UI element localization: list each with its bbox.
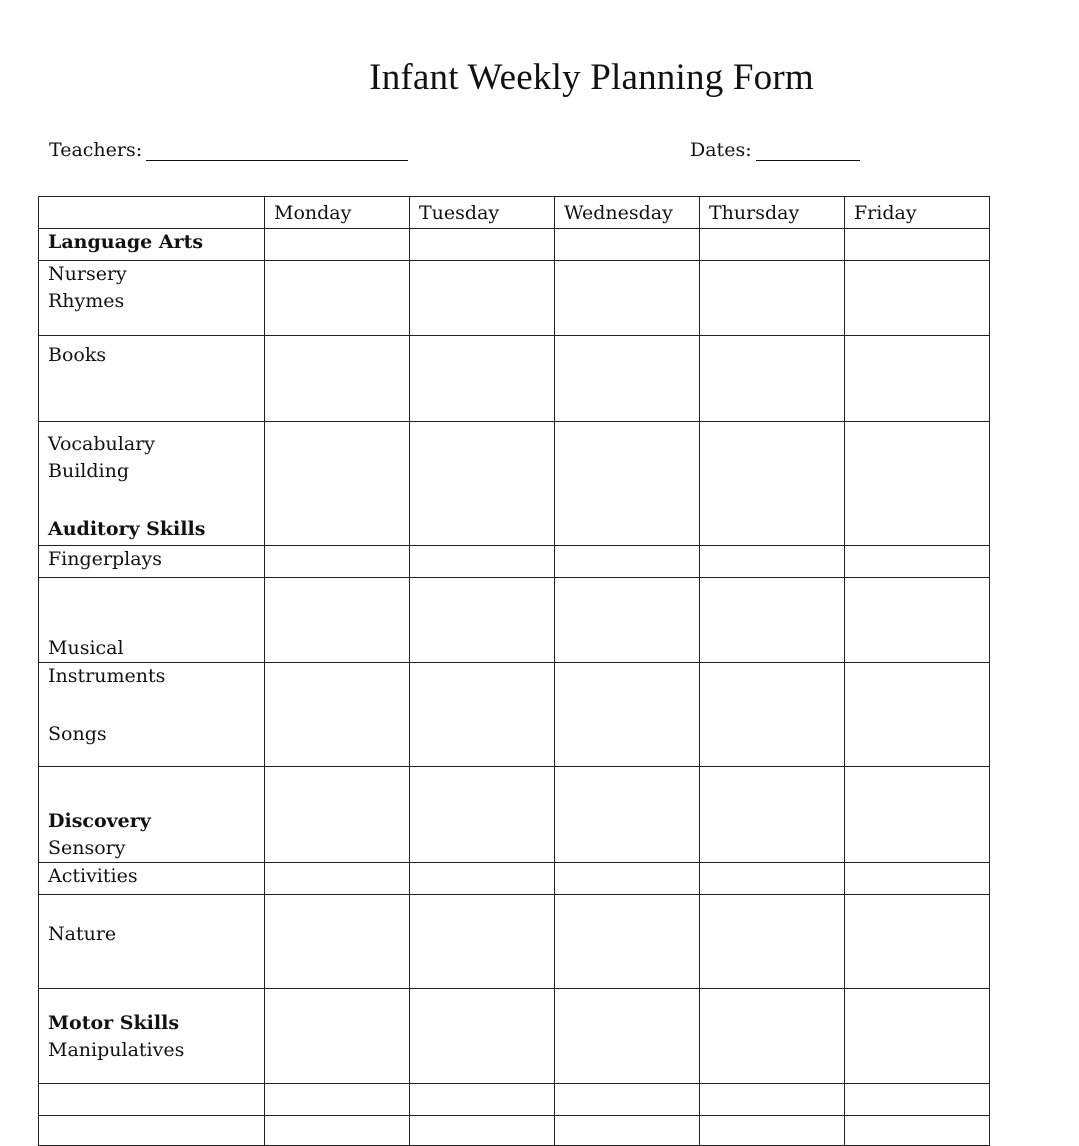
plan-cell[interactable] — [265, 1084, 410, 1116]
plan-cell[interactable] — [265, 767, 410, 863]
row-label-line: Activities — [48, 865, 138, 887]
plan-cell[interactable] — [845, 229, 990, 261]
plan-cell[interactable] — [845, 767, 990, 863]
plan-cell[interactable] — [555, 895, 700, 989]
plan-cell[interactable] — [410, 578, 555, 663]
plan-cell[interactable] — [555, 989, 700, 1084]
plan-cell[interactable] — [845, 336, 990, 422]
plan-cell[interactable] — [410, 1084, 555, 1116]
day-header-friday: Friday — [845, 197, 990, 229]
table-row — [39, 261, 990, 336]
plan-cell[interactable] — [555, 663, 700, 767]
row-label-activities — [39, 863, 265, 895]
plan-cell[interactable] — [700, 261, 845, 336]
plan-cell[interactable] — [555, 1116, 700, 1146]
row-label-line: Songs — [48, 723, 107, 745]
plan-cell[interactable] — [700, 546, 845, 578]
row-label-line: Nursery — [48, 263, 127, 285]
table-header-row — [39, 197, 990, 229]
section-heading-discovery: Discovery — [48, 810, 151, 832]
plan-cell[interactable] — [700, 1116, 845, 1146]
plan-cell[interactable] — [555, 578, 700, 663]
plan-cell[interactable] — [410, 261, 555, 336]
teachers-blank-line[interactable] — [146, 140, 408, 161]
row-label-fingerplays — [39, 546, 265, 578]
dates-field[interactable] — [690, 139, 860, 161]
row-label-discovery-sensory — [39, 767, 265, 863]
teachers-label: Teachers: — [49, 139, 143, 161]
table-row — [39, 989, 990, 1084]
plan-cell[interactable] — [265, 336, 410, 422]
day-header-tuesday: Tuesday — [410, 197, 555, 229]
section-heading-motor-skills: Motor Skills — [48, 1012, 180, 1034]
plan-cell[interactable] — [410, 1116, 555, 1146]
plan-cell[interactable] — [700, 422, 845, 546]
row-label-line: Nature — [48, 923, 117, 945]
row-label-line: Sensory — [48, 837, 126, 859]
row-label-nature — [39, 895, 265, 989]
row-label-musical — [39, 578, 265, 663]
row-label-line: Musical — [48, 637, 124, 659]
plan-cell[interactable] — [265, 895, 410, 989]
header-corner-cell — [39, 197, 265, 229]
row-label-books — [39, 336, 265, 422]
empty-label-cell — [39, 1084, 265, 1116]
section-heading-auditory-skills: Auditory Skills — [48, 518, 206, 540]
teachers-field[interactable] — [49, 139, 408, 161]
row-label-language-arts — [39, 229, 265, 261]
section-heading-language-arts: Language Arts — [48, 231, 204, 253]
plan-cell[interactable] — [410, 989, 555, 1084]
row-label-motor-skills-manipulatives — [39, 989, 265, 1084]
plan-cell[interactable] — [700, 895, 845, 989]
plan-cell[interactable] — [700, 863, 845, 895]
row-label-line: Fingerplays — [48, 548, 163, 570]
plan-cell[interactable] — [845, 863, 990, 895]
plan-cell[interactable] — [700, 336, 845, 422]
plan-cell[interactable] — [265, 989, 410, 1084]
plan-cell[interactable] — [410, 767, 555, 863]
plan-cell[interactable] — [700, 989, 845, 1084]
plan-cell[interactable] — [410, 422, 555, 546]
table-row — [39, 767, 990, 863]
plan-cell[interactable] — [845, 663, 990, 767]
plan-cell[interactable] — [265, 1116, 410, 1146]
table-row — [39, 863, 990, 895]
row-label-line: Manipulatives — [48, 1039, 185, 1061]
plan-cell[interactable] — [555, 336, 700, 422]
plan-cell[interactable] — [845, 422, 990, 546]
plan-cell[interactable] — [555, 863, 700, 895]
plan-cell[interactable] — [410, 336, 555, 422]
plan-cell[interactable] — [700, 663, 845, 767]
plan-cell[interactable] — [555, 229, 700, 261]
plan-cell[interactable] — [265, 422, 410, 546]
plan-cell[interactable] — [700, 767, 845, 863]
plan-cell[interactable] — [555, 422, 700, 546]
dates-label: Dates: — [690, 139, 752, 161]
plan-cell[interactable] — [265, 663, 410, 767]
plan-cell[interactable] — [845, 261, 990, 336]
row-label-instruments-songs — [39, 663, 265, 767]
table-row — [39, 1116, 990, 1146]
row-label-line: Instruments — [48, 665, 166, 687]
planning-table — [38, 196, 990, 1146]
plan-cell[interactable] — [410, 229, 555, 261]
day-header-wednesday: Wednesday — [555, 197, 700, 229]
row-label-nursery-rhymes — [39, 261, 265, 336]
plan-cell[interactable] — [700, 578, 845, 663]
table-row — [39, 546, 990, 578]
plan-cell[interactable] — [700, 1084, 845, 1116]
plan-cell[interactable] — [410, 663, 555, 767]
row-label-line: Rhymes — [48, 290, 125, 312]
plan-cell[interactable] — [410, 895, 555, 989]
plan-cell[interactable] — [555, 546, 700, 578]
plan-cell[interactable] — [265, 578, 410, 663]
plan-cell[interactable] — [265, 229, 410, 261]
row-label-line: Vocabulary — [48, 433, 156, 455]
table-row — [39, 895, 990, 989]
day-header-thursday: Thursday — [700, 197, 845, 229]
table-row — [39, 229, 990, 261]
row-label-line: Books — [48, 344, 107, 366]
plan-cell[interactable] — [410, 546, 555, 578]
plan-cell[interactable] — [845, 1116, 990, 1146]
plan-cell[interactable] — [555, 1084, 700, 1116]
plan-cell[interactable] — [555, 261, 700, 336]
plan-cell[interactable] — [845, 1084, 990, 1116]
plan-cell[interactable] — [845, 895, 990, 989]
plan-cell[interactable] — [555, 767, 700, 863]
dates-blank-line[interactable] — [756, 140, 860, 161]
plan-cell[interactable] — [265, 546, 410, 578]
empty-label-cell — [39, 1116, 265, 1146]
table-row — [39, 663, 990, 767]
plan-cell[interactable] — [845, 546, 990, 578]
day-header-monday: Monday — [265, 197, 410, 229]
table-row — [39, 1084, 990, 1116]
plan-cell[interactable] — [410, 863, 555, 895]
plan-cell[interactable] — [700, 229, 845, 261]
table-row — [39, 422, 990, 546]
plan-cell[interactable] — [265, 261, 410, 336]
plan-cell[interactable] — [845, 989, 990, 1084]
table-row — [39, 578, 990, 663]
row-label-line: Building — [48, 460, 129, 482]
plan-cell[interactable] — [845, 578, 990, 663]
plan-cell[interactable] — [265, 863, 410, 895]
form-title: Infant Weekly Planning Form — [369, 57, 814, 98]
table-row — [39, 336, 990, 422]
row-label-vocabulary-building — [39, 422, 265, 546]
